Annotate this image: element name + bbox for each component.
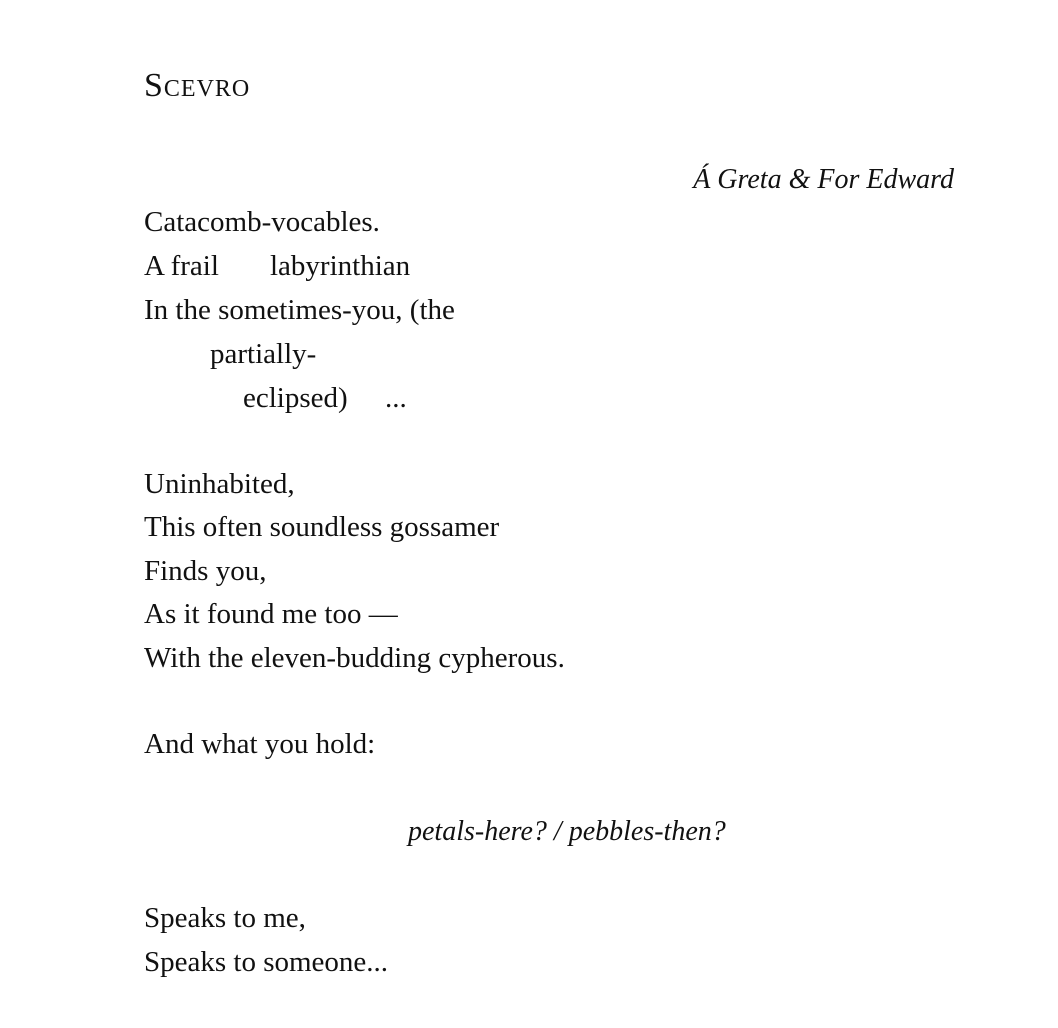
poem-title: Scevro [144, 67, 251, 104]
stanza1-line2b: labyrinthian [270, 250, 411, 282]
stanza4-line2: Speaks to someone... [144, 946, 389, 978]
stanza4-line1: Speaks to me, [144, 902, 306, 934]
stanza1-line2a: A frail [144, 250, 219, 282]
stanza2-line5: With the eleven-budding cypherous. [144, 642, 565, 674]
stanza1-line1: Catacomb-vocables. [144, 206, 380, 238]
stanza1-line5a: eclipsed) [243, 382, 348, 414]
stanza1-line3: In the sometimes-you, (the [144, 294, 455, 326]
stanza2-line3: Finds you, [144, 555, 267, 587]
stanza1-line5b: ... [385, 382, 407, 414]
stanza2-line2: This often soundless gossamer [144, 511, 500, 543]
stanza2-line4: As it found me too — [144, 598, 398, 630]
centered-italic-line: petals-here? / pebbles-then? [408, 816, 726, 847]
stanza3-line1: And what you hold: [144, 728, 376, 760]
stanza1-line4: partially- [210, 338, 317, 370]
dedication: Á Greta & For Edward [693, 164, 954, 195]
stanza2-line1: Uninhabited, [144, 468, 295, 500]
